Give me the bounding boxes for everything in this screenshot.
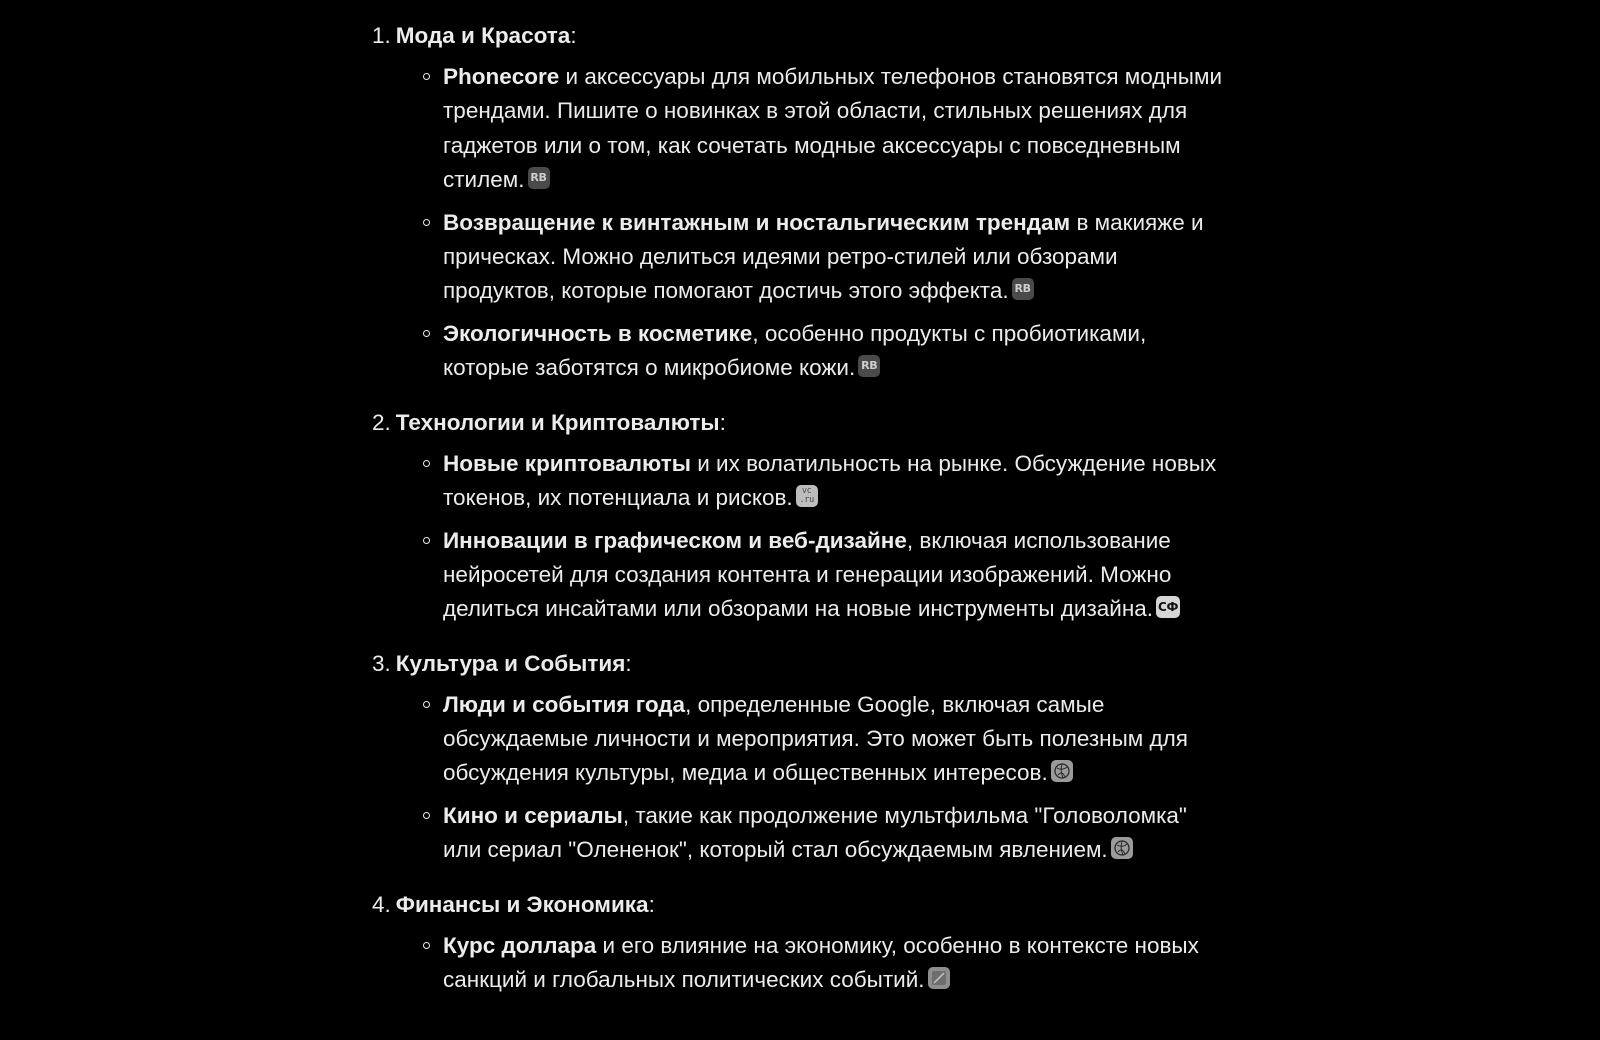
bullet-text: , такие как продолжение мультфильма "Головоломка" или сериал "Олененок", который стал обсуждаемым явлением.: [443, 803, 1187, 863]
globe-source-icon[interactable]: [1111, 837, 1133, 859]
bullet-text: , особенно продукты с пробиотиками, которые заботятся о микробиоме кожи.: [443, 321, 1147, 381]
generic-source-icon[interactable]: [928, 967, 950, 989]
section-tech-crypto: [372, 405, 1222, 627]
bullet-bold-text: Возвращение к винтажным и ностальгическим трендам: [443, 209, 1071, 235]
section-colon: :: [570, 23, 577, 48]
list-item: [443, 688, 1222, 791]
ru-label: .ru: [799, 494, 814, 505]
section-title: Мода и Красота: [395, 23, 571, 48]
list-item: [443, 799, 1222, 868]
section-heading: [372, 18, 1222, 54]
bullet-text: и их волатильность на рынке. Обсуждение новых токенов, их потенциала и рисков.: [443, 450, 1217, 510]
section-number: 4.: [372, 891, 391, 917]
bullet-bold-text: Люди и события года: [443, 691, 686, 717]
bullet-list: [372, 447, 1222, 627]
vc-ru-source-icon[interactable]: [796, 485, 818, 507]
hollow-bullet-icon: [423, 219, 430, 226]
globe-source-icon[interactable]: [1051, 760, 1073, 782]
list-item: [443, 929, 1222, 998]
section-number: 2.: [372, 409, 391, 435]
section-heading: [372, 405, 1222, 441]
section-culture-events: [372, 646, 1222, 868]
bullet-bold-text: Курс доллара: [443, 932, 597, 958]
hollow-bullet-icon: [423, 812, 430, 819]
section-heading: [372, 887, 1222, 923]
section-title: Технологии и Криптовалюты: [395, 409, 720, 435]
bullet-text: , включая использование нейросетей для создания контента и генерации изображений. Можно делиться инсайтами или обзорами на новые инструменты дизайна.: [443, 527, 1172, 622]
bullet-list: [372, 929, 1222, 998]
section-number: 3.: [372, 650, 391, 676]
bullet-list: [372, 60, 1222, 386]
rb-source-icon[interactable]: RB: [1012, 278, 1034, 300]
bullet-bold-text: Новые криптовалюты: [443, 450, 691, 476]
hollow-bullet-icon: [423, 942, 430, 949]
hollow-bullet-icon: [423, 460, 430, 467]
bullet-text: , определенные Google, включая самые обсуждаемые личности и мероприятия. Это может быть полезным для обсуждения культуры, медиа и общественных интересов.: [443, 691, 1188, 786]
bullet-bold-text: Инновации в графическом и веб-дизайне: [443, 527, 907, 553]
bullet-bold-text: Экологичность в косметике: [443, 321, 753, 347]
message-content: [372, 18, 1222, 1016]
section-colon: :: [625, 650, 632, 676]
bullet-list: [372, 688, 1222, 868]
vc-label: vc: [801, 485, 812, 496]
hollow-bullet-icon: [423, 701, 430, 708]
section-colon: :: [719, 409, 726, 435]
list-item: [443, 60, 1222, 197]
section-fashion-beauty: [372, 18, 1222, 386]
bullet-text: и аксессуары для мобильных телефонов становятся модными трендами. Пишите о новинках в этой области, стильных решениях для гаджетов или о том, как сочетать модные аксессуары с повседневным стилем.: [443, 64, 1223, 192]
sf-source-icon[interactable]: СФ: [1156, 596, 1180, 618]
list-item: [443, 524, 1222, 627]
list-item: [443, 206, 1222, 309]
section-title: Финансы и Экономика: [395, 891, 649, 917]
hollow-bullet-icon: [423, 73, 430, 80]
bullet-text: в макияже и прическах. Можно делиться идеями ретро-стилей или обзорами продуктов, которые помогают достичь этого эффекта.: [443, 209, 1204, 304]
bullet-text: и его влияние на экономику, особенно в контексте новых санкций и глобальных политических событий.: [443, 932, 1199, 992]
rb-source-icon[interactable]: RB: [858, 355, 880, 377]
section-title: Культура и События: [395, 650, 626, 676]
list-item: [443, 447, 1222, 516]
list-item: [443, 317, 1222, 386]
bullet-bold-text: Phonecore: [443, 64, 560, 89]
section-finance-economy: [372, 887, 1222, 998]
section-number: 1.: [372, 23, 391, 48]
hollow-bullet-icon: [423, 330, 430, 337]
bullet-bold-text: Кино и сериалы: [443, 803, 623, 829]
hollow-bullet-icon: [423, 537, 430, 544]
section-colon: :: [648, 891, 655, 917]
section-heading: [372, 646, 1222, 682]
rb-source-icon[interactable]: RB: [528, 167, 550, 189]
